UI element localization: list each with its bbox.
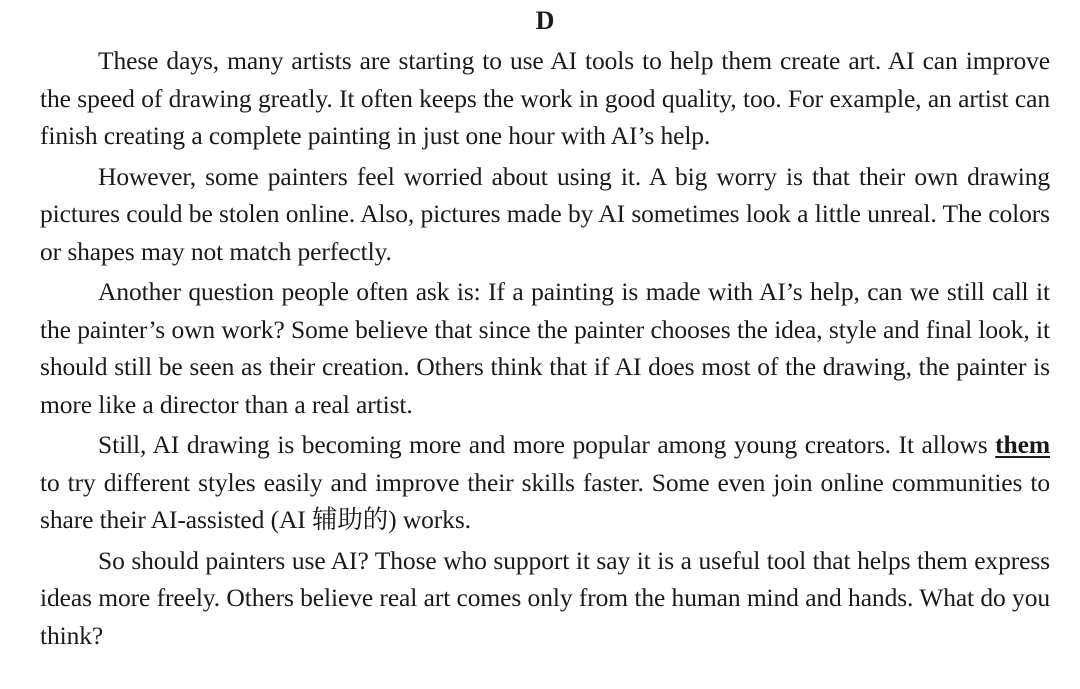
underlined-word-them: them	[995, 430, 1050, 459]
passage	[40, 4, 1050, 654]
paragraph-3: Another question people often ask is: If a painting is made with AI’s help, can we still call it the painter’s own work? Some believe that since the painter chooses the idea, style and final look, it should still be seen as their creation. Others think that if AI does most of the drawing, the painter is more like a director than a real artist.	[40, 277, 1050, 419]
passage-heading: D	[535, 6, 555, 35]
paragraph-5: So should painters use AI? Those who support it say it is a useful tool that helps them express ideas more freely. Others believe real art comes only from the human mind and hands. What do you think?	[40, 545, 1050, 650]
paragraph-4-before: Still, AI drawing is becoming more and more popular among young creators. It allows	[98, 430, 996, 459]
paragraph-2: However, some painters feel worried about using it. A big worry is that their own drawing pictures could be stolen online. Also, pictures made by AI sometimes look a little unreal. The colors or shapes may not match perfectly.	[40, 161, 1050, 266]
paragraph-4	[40, 426, 1050, 539]
paragraph-4-after: to try different styles easily and improve their skills faster. Some even join online communities to share their AI-assisted (AI 辅助的) works.	[40, 467, 1050, 534]
paragraph-1: These days, many artists are starting to use AI tools to help them create art. AI can improve the speed of drawing greatly. It often keeps the work in good quality, too. For example, an artist can finish creating a complete painting in just one hour with AI’s help.	[40, 46, 1050, 150]
